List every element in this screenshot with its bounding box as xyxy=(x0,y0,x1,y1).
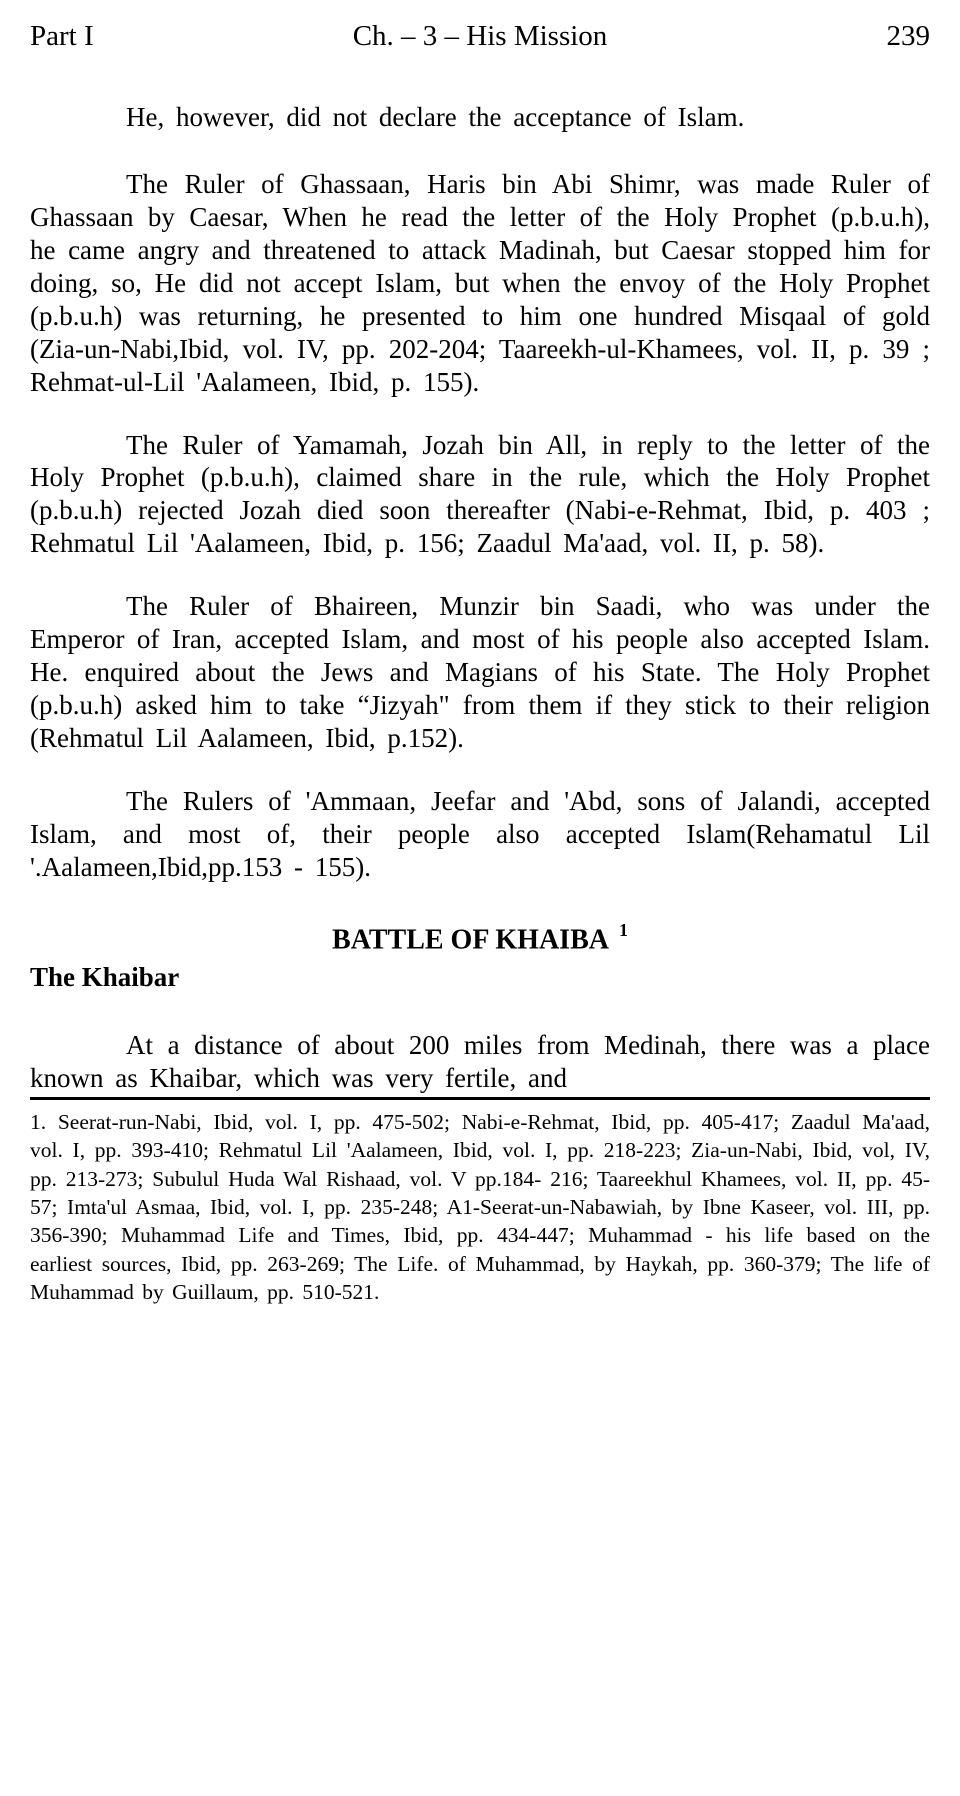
footnote-block xyxy=(30,1097,930,1307)
header-page-number: 239 xyxy=(886,20,930,52)
section-heading-text: BATTLE OF KHAIBA xyxy=(332,924,609,956)
paragraph-ruler-ghassaan: The Ruler of Ghassaan, Haris bin Abi Shimr, was made Ruler of Ghassaan by Caesar, When he read the letter of the Holy Prophet (p.b.u.h), he came angry and threatened to attack Madinah, but Caesar stopped him for doing, so, He did not accept Islam, but when the envoy of the Holy Prophet (p.b.u.h) was returning, he presented to him one hundred Misqaal of gold (Zia-un-Nabi,Ibid, vol. IV, pp. 202-204; Taareekh-ul-Khamees, vol. II, p. 39 ; Rehmat-ul-Lil 'Aalameen, Ibid, p. 155). xyxy=(30,168,930,397)
header-part-label: Part I xyxy=(30,20,94,52)
subsection-heading-the-khaibar: The Khaibar xyxy=(30,962,180,993)
page-body xyxy=(30,101,930,1095)
paragraph-ruler-yamamah: The Ruler of Yamamah, Jozah bin All, in reply to the letter of the Holy Prophet (p.b.u.h), claimed share in the rule, which the Holy Prophet (p.b.u.h) rejected Jozah died soon thereafter (Nabi-e-Rehmat, Ibid, p. 403 ; Rehmatul Lil 'Aalameen, Ibid, p. 156; Zaadul Ma'aad, vol. II, p. 58). xyxy=(30,429,930,559)
section-heading-battle-of-khaiba xyxy=(30,919,930,956)
paragraph-khaibar-distance: At a distance of about 200 miles from Medinah, there was a place known as Khaibar, which was very fertile, and xyxy=(30,1030,930,1094)
header-chapter-title: Ch. – 3 – His Mission xyxy=(352,20,608,52)
running-header xyxy=(30,20,930,53)
paragraph-ruler-bhaireen: The Ruler of Bhaireen, Munzir bin Saadi, who was under the Emperor of Iran, accepted Islam, and most of his people also accepted Islam. He. enquired about the Jews and Magians of his State. The Holy Prophet (p.b.u.h) asked him to take “Jizyah" from them if they stick to their religion (Rehmatul Lil Aalameen, Ibid, p.152). xyxy=(30,591,930,753)
paragraph-rulers-ammaan: The Rulers of 'Ammaan, Jeefar and 'Abd, sons of Jalandi, accepted Islam, and most of, their people also accepted Islam(Rehamatul Lil '.Aalameen,Ibid,pp.153 - 155). xyxy=(30,785,930,882)
paragraph-islam-acceptance: He, however, did not declare the acceptance of Islam. xyxy=(126,102,745,132)
footnote-text: 1. Seerat-run-Nabi, Ibid, vol. I, pp. 475-502; Nabi-e-Rehmat, Ibid, pp. 405-417; Zaadul Ma'aad, vol. I, pp. 393-410; Rehmatul Lil 'Aalameen, Ibid, vol. I, pp. 218-223; Zia-un-Nabi, Ibid, vol, IV, pp. 213-273; Subulul Huda Wal Rishaad, vol. V pp.184- 216; Taareekhul Khamees, vol. II, pp. 45-57; Imta'ul Asmaa, Ibid, vol. I, pp. 235-248; A1-Seerat-un-Nabawiah, by Ibne Kaseer, vol. III, pp. 356-390; Muhammad Life and Times, Ibid, pp. 434-447; Muhammad - his life based on the earliest sources, Ibid, pp. 263-269; The Life. of Muhammad, by Haykah, pp. 360-379; The life of Muhammad by Guillaum, pp. 510-521. xyxy=(30,1109,930,1305)
footnote-reference-marker: 1 xyxy=(618,919,628,940)
